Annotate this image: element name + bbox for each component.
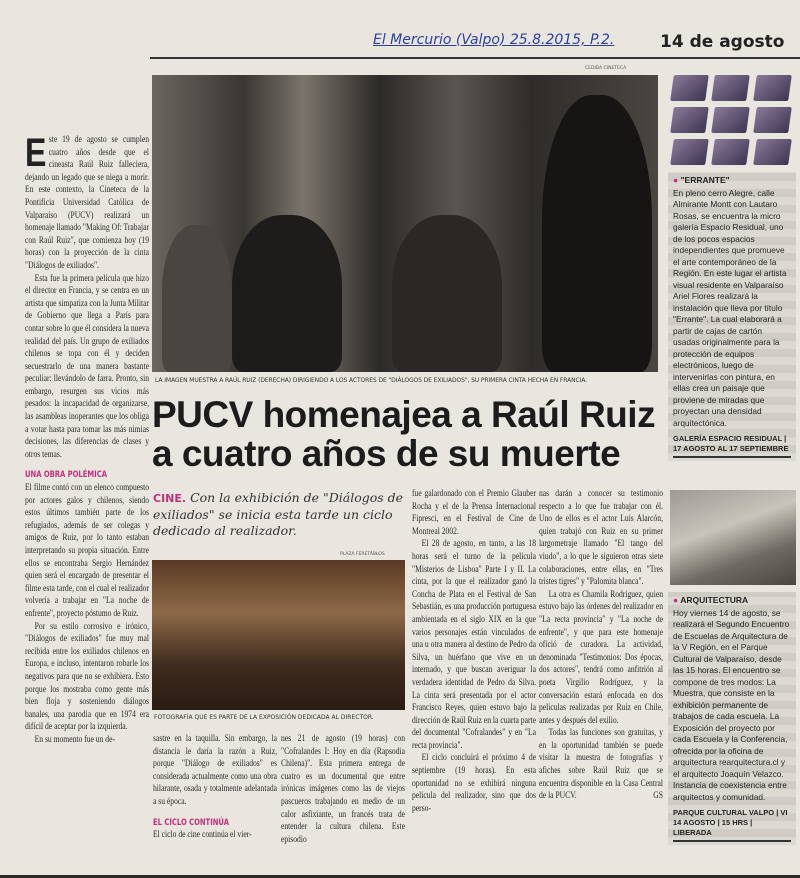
main-photo	[152, 75, 658, 372]
handwritten-note: El Mercurio (Valpo) 25.8.2015, P.2.	[373, 32, 615, 48]
sidebar-title	[673, 595, 791, 607]
paragraph: El ciclo concluirá el próximo 4 de septiembre (19 horas). En esta oportunidad no se exhibirá ninguna película del realizador, sino que dos perso-	[412, 753, 536, 814]
deck	[153, 490, 408, 539]
architecture-photo	[670, 490, 796, 585]
paragraph: nes 21 de agosto (19 horas) con "Cofralandes I: Hoy en día (Rapsodia Chilena)". Esta primera entrega de cuatro es un documental que entre irónicas imágenes como las de viejos pascueros trabajando en medio de un calor asfixiante, un francés trata de entender la cultura chilena. Este episodio	[281, 734, 405, 845]
paragraph: El filme contó con un elenco compuesto por actores galos y chilenos, siendo estos últimos también parte de los refugiados, además de ser colegas y amigos de Ruiz, por lo tanto estaban interpretando su propia situación. Entre ellos se encontraba Sergio Hernández quien será el encargado de presentar el filme esta tarde, con el cual el realizador volvería a trabajar en "La noche de enfrente", proyecto póstumo de Ruiz.	[25, 483, 149, 619]
drop-cap: E	[25, 131, 47, 175]
sidebar-title	[673, 175, 791, 187]
paragraph: fue galardonado con el Premio Glauber Rocha y el de la Prensa Internacional Fipresci, en el Festival de Cine de Montreal 2002.	[412, 489, 536, 537]
thumbnail	[712, 107, 751, 133]
column-3	[281, 733, 405, 846]
section-date: 14 de agosto	[660, 32, 785, 52]
paragraph: El ciclo de cine continúa el vier-	[153, 830, 252, 841]
thumbnail	[670, 107, 709, 133]
paragraph: En su momento fue un de-	[34, 734, 116, 745]
thumbnail	[712, 75, 751, 101]
thumbnail	[753, 75, 792, 101]
second-photo	[152, 560, 405, 710]
sidebar-errante	[668, 172, 796, 461]
column-2	[153, 733, 277, 842]
paragraph: La otra es Chamila Rodríguez, quien estuvo bajo las órdenes del realizador en "La recta provincia" y "La noche de enfrente", y que para este homenaje ofició de curadora. La actividad, denominada "Testimonios: Dos épocas, dos actores", tendrá como anfitrión al poeta Virgilio Rodríguez, y la conversación estará enfocada en dos películas realizadas por Ruiz en Chile, antes y después del exilio.	[539, 589, 663, 726]
paragraph: ste 19 de agosto se cumplen cuatro años desde que el cineasta Raúl Ruiz falleciera, dejando un legado que se niega a morir. En este contexto, la Cineteca de la Pontificia Universidad Católica de Valparaíso (PUCV) realizará un homenaje llamado "Making Of: Trabajar con Raúl Ruiz", que comienza hoy (19 horas) con la proyección de la cinta "Diálogos de exiliados".	[25, 135, 149, 271]
thumbnail	[712, 139, 751, 165]
thumbnail	[753, 139, 792, 165]
paragraph: nas darán a conocer su testimonio respecto a lo que fue trabajar con él. Uno de ellos es el actor Luis Alarcón, quien trabajó con Ruiz en su primer largometraje llamado "El tango del viudo", a lo que le siguieron otras siete colaboraciones, entre ellas, en "Tres tristes tigres" y "Palomita blanca".	[539, 489, 663, 588]
title-text: "ERRANTE"	[680, 175, 730, 185]
thumbnail	[670, 75, 709, 101]
paragraph: El 28 de agosto, en tanto, a las 18 horas será el turno de la película "Misterios de Lisboa" Parte I y II. La cinta, por la que el realizador ganó la Concha de Plata en el Festival de San Sebastián, es una producción portuguesa ambientada en el siglo XIX en la que varios personajes están vinculados de una u otra manera al destino de Pedro da Silva, un huérfano que vive en un internado, y que buscan averiguar la verdadera identidad de Pedro da Silva. La cinta será presentada por el actor Francisco Reyes, quien estuvo bajo la dirección de Raúl Ruiz en la cuarta parte del documental "Cofralandes" y en "La recta provincia".	[412, 539, 536, 751]
deck-tag: CINE.	[153, 492, 187, 505]
bullet-icon: ●	[673, 175, 679, 185]
photo-credit: CEDIDA CINETECA	[585, 66, 627, 71]
sidebar-arquitectura	[668, 592, 796, 845]
paragraph: Esta fue la primera película que hizo el director en Francia, y se centra en un artista que simpatiza con la Junta Militar de Gobierno que llega a París para contar sobre lo que él considera la nueva realidad del país. Un grupo de exiliados chilenos se topa con él y deciden secuestrarlo de una manera bastante peculiar: llevándolo de farra. Pronto, sin embargo, resurgen sus vicios más pesados: la incapacidad de organizarse, las asambleas inoperantes que los obliga a votar hasta para tomar las más nimias decisiones, las diferencias de clases y otros temas.	[25, 273, 149, 460]
headline: PUCV homenajea a Raúl Ruiz a cuatro años de su muerte	[152, 394, 656, 474]
author-signature: GS	[653, 791, 663, 802]
main-photo-caption: LA IMAGEN MUESTRA A RAÚL RUIZ (DERECHA) DIRIGIENDO A LOS ACTORES DE "DIÁLOGOS DE EXILIADOS", SU PRIMERA CINTA HECHA EN FRANCIA.	[155, 377, 587, 384]
thumbnail-grid	[672, 75, 790, 165]
subheading-ciclo: EL CICLO CONTINÚA	[153, 817, 229, 828]
bullet-icon: ●	[673, 595, 679, 605]
thumbnail	[753, 107, 792, 133]
paragraph: sastre en la taquilla. Sin embargo, la distancia le daría la razón a Ruiz, porque "Diálogo de exiliados" es considerada actualmente como una obra hilarante, osada y totalmente adelantada a su época.	[153, 734, 277, 807]
deck-text: Con la exhibición de "Diálogos de exiliados" se inicia esta tarde un ciclo dedicado al realizador.	[153, 490, 404, 538]
title-text: ARQUITECTURA	[680, 595, 749, 605]
column-1	[25, 131, 149, 747]
second-photo-caption: FOTOGRAFÍA QUE ES PARTE DE LA EXPOSICIÓN DEDICADA AL DIRECTOR.	[154, 714, 374, 721]
paragraph: Todas las funciones son gratuitas, y en la oportunidad también se puede visitar la muestra de fotografías y afiches sobre Raúl Ruiz que se encuentra disponible en la Casa Central de la PUCV.	[539, 728, 663, 802]
column-4	[412, 488, 536, 815]
sidebar-footer: GALERÍA ESPACIO RESIDUAL | 17 AGOSTO AL 17 SEPTIEMBRE	[673, 434, 791, 458]
column-5	[539, 488, 663, 803]
thumbnail	[670, 139, 709, 165]
sidebar-text: En pleno cerro Alegre, calle Almirante Montt con Lautaro Rosas, se encuentra la micro galería Espacio Residual, uno de los pocos espacios independientes que promueve el arte contemporáneo de la Región. En este lugar el artista visual residente en Valparaíso Ariel Flores realizará la instalación que lleva por título "Errante". La cual elaborará a partir de cajas de cartón usadas originalmente para la protección de equipos electrónicos, luego de intervenirlas con pintura, en ellas crea un paisaje que proviene de miradas que proyectan una densidad arquitectónica.	[673, 187, 787, 428]
header-rule	[150, 57, 800, 59]
second-photo-credit: PLAZA FERETÁBLOS	[340, 552, 385, 557]
subheading-polemica: UNA OBRA POLÉMICA	[25, 470, 107, 481]
sidebar-text: Hoy viernes 14 de agosto, se realizará el Segundo Encuentro de Escuelas de Arquitectura de la V Región, en el Parque Cultural de Valparaíso, desde las 15 horas. El encuentro se compone de tres modos: La Muestra, que consiste en la exhibición permanente de trabajos de cada escuela. La Exposición del proyecto por cada Escuela y la Conferencia, ofrecida por la oficina de arquitectura rearquitectura.cl y el arquitecto Joaquín Velazco. Instancia de coexistencia entre arquitectos y comunidad.	[673, 607, 790, 802]
sidebar-footer: PARQUE CULTURAL VALPO | VI 14 AGOSTO | 15 HRS | LIBERADA	[673, 808, 791, 842]
paragraph: Por su estilo corrosivo e irónico, "Diálogos de exiliados" fue muy mal recibida entre los exiliados chilenos en Europa, e incluso, intentaron robarle los negativos para que no se exhibiera. Esto porque los mostraba como gente más bien floja y sosteniendo diálogos banales, una parodia que en 1974 era difícil de aceptar por la izquierda.	[25, 621, 149, 733]
